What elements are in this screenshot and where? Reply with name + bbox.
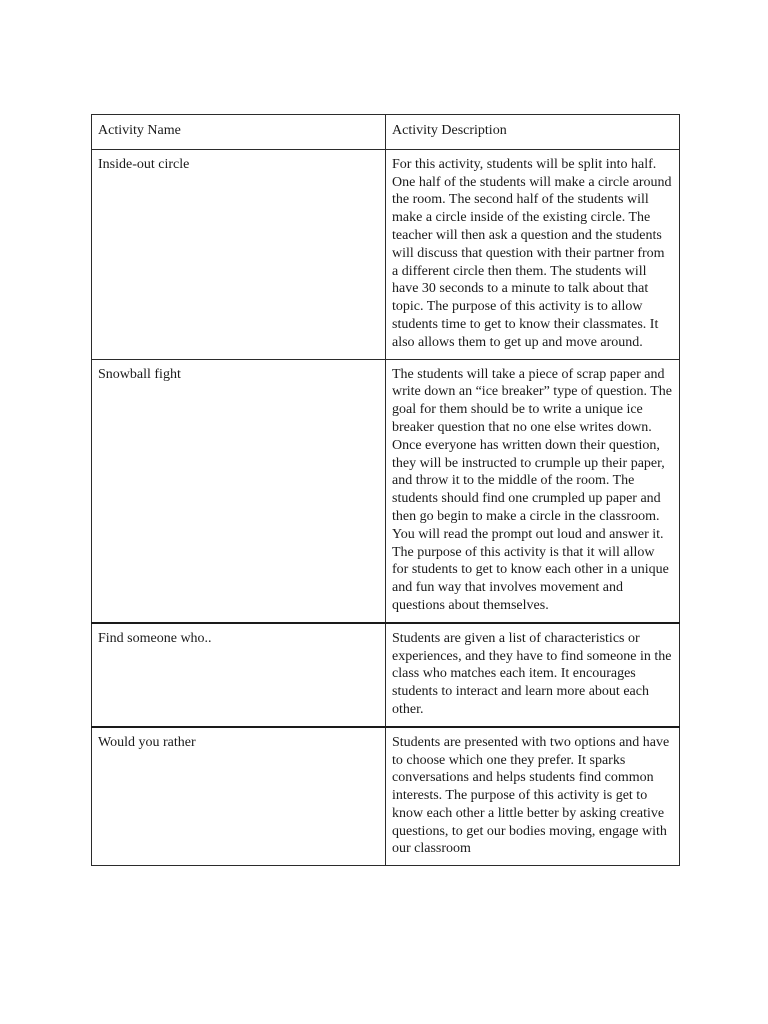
activity-description-cell: [386, 359, 680, 623]
activity-description-cell: [386, 149, 680, 359]
activity-name-cell: Inside-out circle: [92, 149, 386, 359]
table-row: [92, 149, 680, 359]
description-paragraph: Students are presented with two options and have to choose which one they prefer. It sparks conversations and helps students find common interests. The purpose of this activity is get to know each other a little better by asking creative questions, to get our bodies moving, engage with our classroom: [392, 734, 670, 857]
activity-name-cell: Find someone who..: [92, 623, 386, 727]
description-paragraph: The purpose of this activity is that it will allow for students to get to know each other in a unique and fun way that involves movement and questions about themselves.: [392, 544, 669, 613]
table-row: [92, 727, 680, 866]
activity-description-cell: [386, 727, 680, 866]
activity-name-cell: Snowball fight: [92, 359, 386, 623]
activity-name-cell: Would you rather: [92, 727, 386, 866]
table-row: [92, 359, 680, 623]
description-paragraph: For this activity, students will be split into half. One half of the students will make a circle around the room. The second half of the students will make a circle inside of the existing circle. The teacher will then ask a question and the students will discuss that question with their partner from a different circle then them. The students will have 30 seconds to a minute to talk about that topic. The purpose of this activity is to allow students time to get to know their classmates. It also allows them to get up and move around.: [392, 156, 672, 350]
activity-table: [91, 114, 680, 866]
description-paragraph: Students are given a list of characteristics or experiences, and they have to find someone in the class who matches each item. It encourages students to interact and learn more about each other.: [392, 630, 672, 717]
description-paragraph: The students will take a piece of scrap paper and write down an “ice breaker” type of question. The goal for them should be to write a unique ice breaker question that no one else writes down. Once everyone has written down their question, they will be instructed to crumple up their paper, and throw it to the middle of the room. The students should find one crumpled up paper and then go begin to make a circle in the classroom. You will read the prompt out loud and answer it.: [392, 366, 673, 542]
activity-description-cell: [386, 623, 680, 727]
header-activity-name: Activity Name: [92, 115, 386, 150]
header-activity-description: Activity Description: [386, 115, 680, 150]
table-header-row: [92, 115, 680, 150]
table-row: [92, 623, 680, 727]
